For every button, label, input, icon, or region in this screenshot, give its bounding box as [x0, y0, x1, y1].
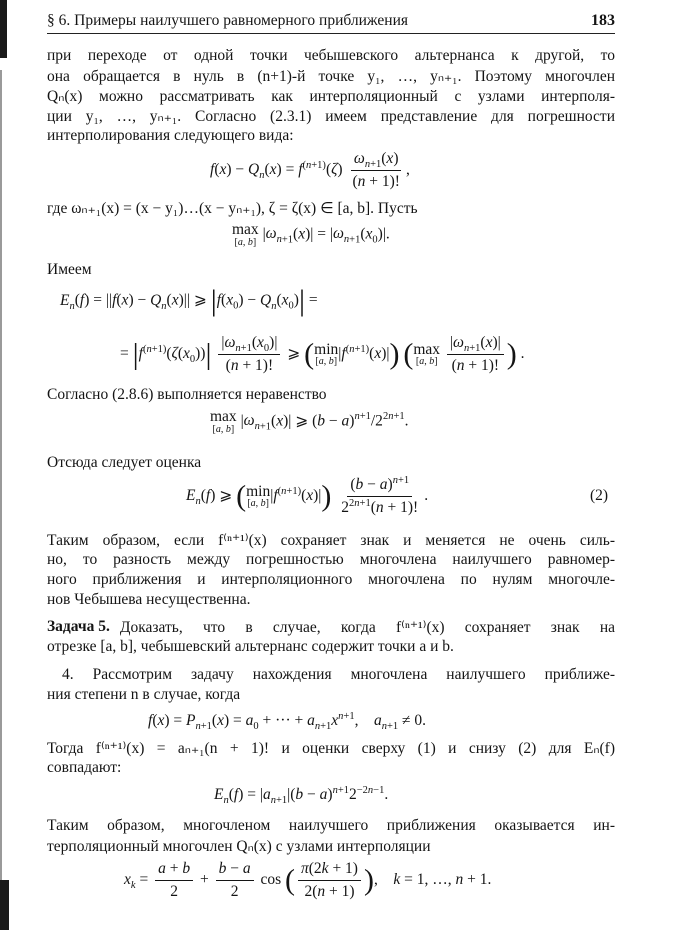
p4-line-3: Тогда f⁽ⁿ⁺¹⁾(x) = aₙ₊₁(n + 1)! и оценки сверху (1) и снизу (2) для Eₙ(f) — [47, 740, 615, 757]
p1-line-1: при переходе от одной точки чебышевского альтернанса к другой, то — [47, 47, 615, 64]
task5-label: Задача 5. — [47, 618, 110, 635]
scan-edge-left — [0, 70, 2, 880]
p5-line-1: Таким образом, многочленом наилучшего приближения оказывается ин- — [47, 817, 615, 834]
p3-line-1: Таким образом, если f⁽ⁿ⁺¹⁾(x) сохраняет знак и меняется не очень силь- — [47, 532, 615, 549]
task5-line-1 — [47, 618, 615, 637]
header-rule — [47, 33, 615, 34]
text-soglasno: Согласно (2.8.6) выполняется неравенство — [47, 386, 327, 403]
equation-number-2: (2) — [590, 487, 609, 504]
formula-max-omega: max [a, b] $|\omega_{n+1}(x)| = |\omega_{n+1}(x_0)|$. — [232, 221, 390, 248]
p3-line-3: ного приближения и интерполяционного многочлена по нулям многочле- — [47, 571, 615, 588]
task5-line-2: отрезке [a, b], чебышевский альтернанс содержит точки a и b. — [47, 638, 454, 655]
p3-line-2: но, то разность между погрешностью многочлена наилучшего равномер- — [47, 551, 615, 568]
formula-en-chain-2: = $|f^{(n+1)}(\zeta(x_0))|$ $\frac{|\omega_{n+1}(x_0)|}{(n + 1)!}$ ⩾ ( min [a, b] $|f^{(n+1)}(x)|$) ( max [a, b] $\frac{|\omega_{n+1}(x)|}{(n + 1)!}$ ) . — [120, 334, 525, 374]
scan-edge-bottom — [0, 880, 9, 930]
p1-line-2: она обращается в нуль в (n+1)-й точке y₁, …, yₙ₊₁. Поэтому многочлен — [47, 68, 615, 85]
task5-text-1: Доказать, что в случае, когда f⁽ⁿ⁺¹⁾(x) сохраняет знак на — [119, 619, 615, 636]
p3-line-4: нов Чебышева несущественна. — [47, 591, 251, 608]
text-imeem: Имеем — [47, 261, 92, 278]
p1-line-4: ции y₁, …, yₙ₊₁. Согласно (2.3.1) имеем представление для погрешности — [47, 108, 615, 125]
running-header — [47, 12, 615, 34]
formula-en-chain-1: $E_n(f) = ||f(x) - Q_n(x)||$ ⩾ $|f(x_0) - Q_n(x_0)|$ = — [60, 284, 318, 317]
formula-interpolation-nodes: $x_k$ = $\frac{a + b}{2}$ + $\frac{b - a}{2}$ cos ( $\frac{\pi(2k + 1)}{2(n + 1)}$ ), k = 1, …, n + 1. — [124, 860, 492, 900]
p4-line-2: ния степени n в случае, когда — [47, 686, 241, 703]
formula-interp-error: $f(x) - Q_n(x) = f^{(n+1)}(\zeta)$ $\frac{\omega_{n+1}(x)}{(n + 1)!}$ , — [210, 150, 410, 190]
text-otsyuda: Отсюда следует оценка — [47, 454, 202, 471]
p4-line-4: совпадают: — [47, 759, 122, 776]
scan-edge-top — [0, 0, 7, 58]
p2-line-1: где ωₙ₊₁(x) = (x − y₁)…(x − yₙ₊₁), ζ = ζ(x) ∈ [a, b]. Пусть — [47, 200, 418, 217]
formula-polynomial: $f(x) = P_{n+1}(x) = a_0$ + ··· + $a_{n+1}x^{n+1}$, $a_{n+1} \ne 0$. — [148, 710, 427, 733]
formula-en-exact: $E_n(f) = |a_{n+1}|(b - a)^{n+1}2^{-2n-1}$. — [214, 784, 389, 807]
p5-line-2: терполяционный многочлен Qₙ(x) с узлами интерполяции — [47, 838, 431, 855]
formula-lower-bound-2: $E_n(f)$ ⩾ ( min [a, b] $|f^{(n+1)}(x)|$) $\frac{(b - a)^{n+1}}{2^{2n+1}(n + 1)!}$ . — [186, 474, 429, 516]
p4-line-1: 4. Рассмотрим задачу нахождения многочлена наилучшего приближе- — [62, 666, 615, 683]
p1-line-3: Qₙ(x) можно рассматривать как интерполяционный с узлами интерполя- — [47, 88, 615, 105]
section-title: § 6. Примеры наилучшего равномерного приближения — [47, 12, 409, 29]
p1-line-5: интерполирования следующего вида: — [47, 127, 294, 144]
page-number: 183 — [591, 12, 615, 29]
formula-omega-bound: max [a, b] $|\omega_{n+1}(x)|$ ⩾ $(b - a)^{n+1}/2^{2n+1}$. — [210, 408, 409, 435]
